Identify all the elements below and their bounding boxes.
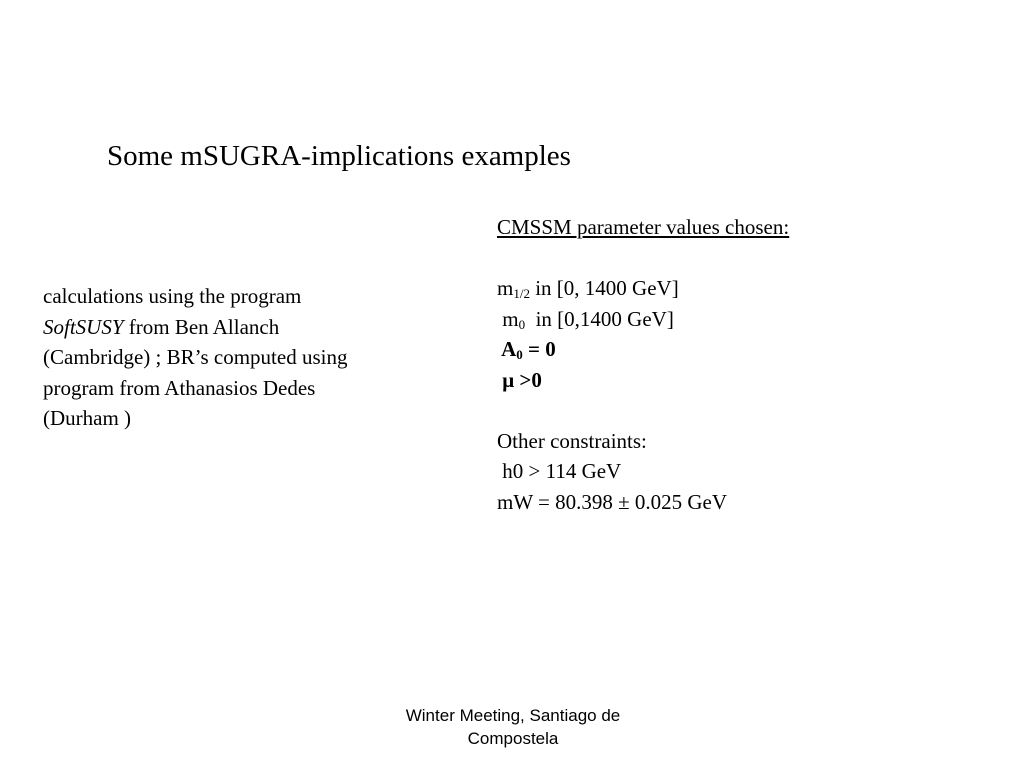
blank-line [497,243,917,274]
m-half-value: in [0, 1400 GeV] [529,276,679,300]
notes-line-4: program from Athanasios Dedes [43,375,316,400]
footer-line-1: Winter Meeting, Santiago de [405,706,621,725]
blank-line [497,395,917,426]
m0-range [497,304,917,335]
m-half-range [497,273,917,304]
a0-symbol: A [497,337,517,361]
notes-line-2 [43,312,443,343]
notes-line-1: calculations using the program [43,284,302,308]
notes-line-5: (Durham ) [43,406,132,430]
program-name: SoftSUSY [43,314,124,339]
mu-sign: μ >0 [497,367,542,392]
m0-value: in [0,1400 GeV] [525,306,674,331]
notes-line-3: (Cambridge) ; BR’s computed using [43,345,348,369]
footer [370,704,656,750]
a0-equals: = 0 [522,337,556,361]
m0-subscript: 0 [518,316,526,332]
m0-symbol: m [497,306,519,331]
a0-value [497,334,917,365]
footer-line-2: Compostela [467,729,559,748]
a0-subscript: 0 [516,347,523,362]
calculation-notes [43,281,443,434]
other-constraints-heading: Other constraints: [497,428,647,453]
w-mass-constraint: mW = 80.398 ± 0.025 GeV [497,489,728,514]
slide-title: Some mSUGRA-implications examples [107,140,571,172]
program-author: from Ben Allanch [123,314,280,339]
parameter-block [497,212,917,517]
m-half-subscript: 1/2 [513,286,530,301]
m-half-symbol: m [497,276,514,300]
higgs-constraint: h0 > 114 GeV [497,459,622,483]
parameter-heading: CMSSM parameter values chosen: [497,215,790,239]
